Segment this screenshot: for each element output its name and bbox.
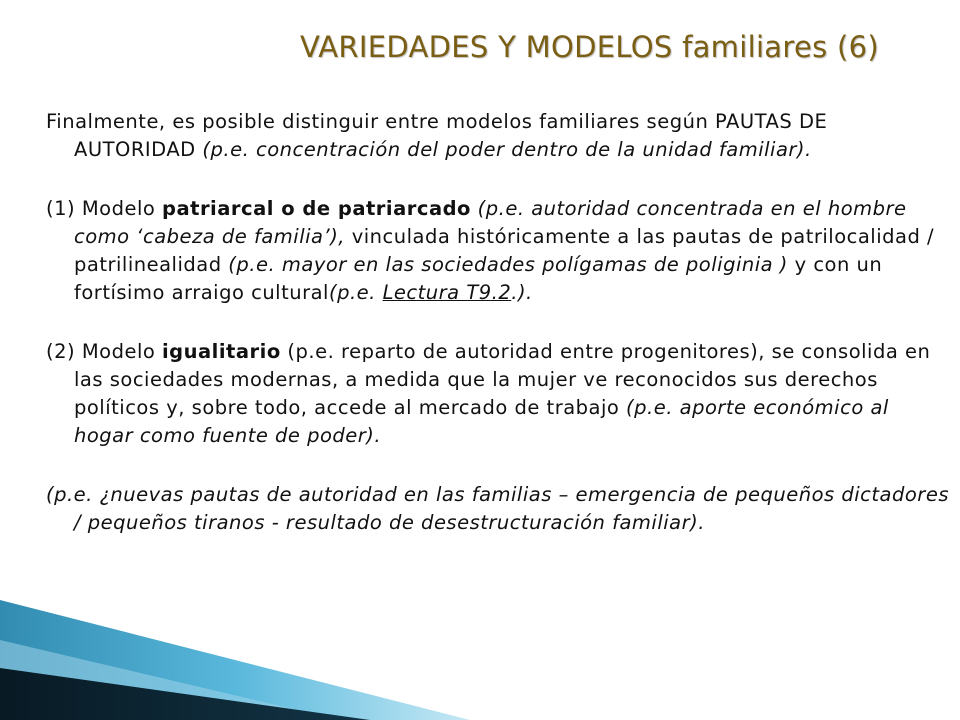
model-1-italic-4: .). [511, 281, 533, 304]
model-1-italic-2: (p.e. mayor en las sociedades polígamas de poliginia ) [228, 253, 788, 276]
model-1-text-3: y con un fortísimo arraigo cultural [74, 253, 883, 304]
model-2-text: (2) Modelo [46, 340, 162, 363]
model-1-text: (1) Modelo [46, 197, 162, 220]
egalitarian-model-paragraph [46, 338, 952, 450]
model-1-italic: (p.e. autoridad concentrada en el hombre como ‘cabeza de familia’), [74, 197, 907, 248]
patriarchal-model-paragraph [46, 195, 952, 307]
intro-italic: (p.e. concentración del poder dentro de la unidad familiar). [202, 138, 812, 161]
slide-title: VARIEDADES Y MODELOS familiares (6) [300, 30, 880, 64]
note-italic: (p.e. ¿nuevas pautas de autoridad en las familias – emergencia de pequeños dictadores / pequeños tiranos - resultado de desestructuración familiar). [46, 483, 949, 534]
model-2-bold-term: igualitario [162, 340, 281, 363]
slide-body [46, 108, 952, 537]
intro-paragraph [46, 108, 952, 164]
swoosh-teal-band [0, 600, 470, 720]
note-paragraph [46, 481, 952, 537]
model-2-text-2: (p.e. reparto de autoridad entre progenitores), se consolida en las sociedades modernas, a medida que la mujer ve reconocidos sus derechos políticos y, sobre todo, accede al mercado de trabajo [74, 340, 931, 419]
model-1-bold-term: patriarcal o de patriarcado [162, 197, 471, 220]
model-1-italic-3: (p.e. [328, 281, 383, 304]
swoosh-light-band [0, 640, 340, 720]
model-1-text-2: vinculada históricamente a las pautas de patrilocalidad / patrilinealidad [74, 225, 935, 276]
swoosh-dark-band [0, 668, 370, 720]
reading-link[interactable]: Lectura T9.2 [382, 281, 512, 304]
model-2-italic: (p.e. aporte económico al hogar como fuente de poder). [74, 396, 889, 447]
intro-text: Finalmente, es posible distinguir entre modelos familiares según PAUTAS DE AUTORIDAD [46, 110, 828, 161]
